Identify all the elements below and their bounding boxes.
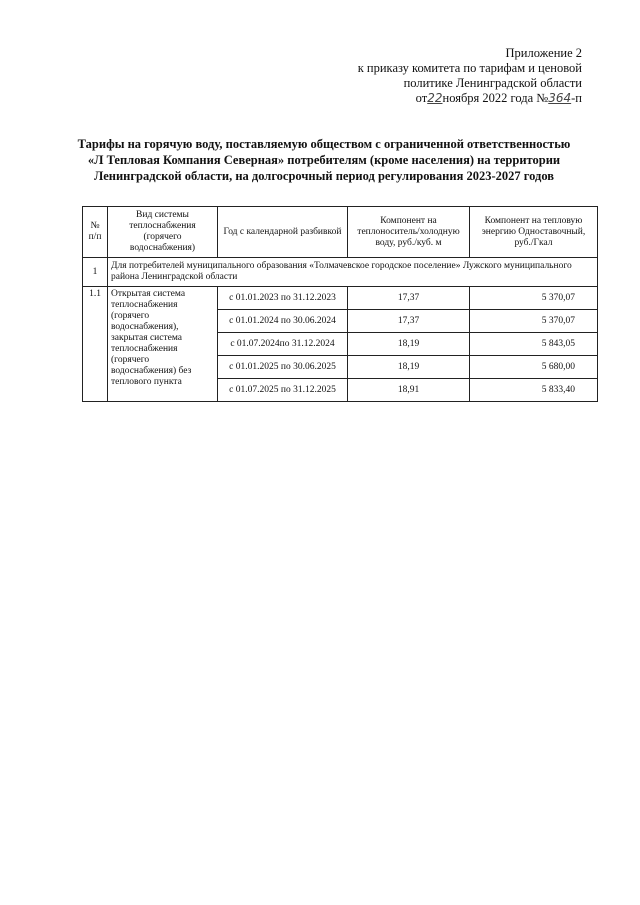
header-heat-component: Компонент на тепловую энергию Одноставочный, руб./Гкал [470, 207, 598, 258]
water-cell: 17,37 [348, 310, 470, 333]
heat-cell: 5 370,07 [470, 287, 598, 310]
appendix-date-line [330, 91, 582, 106]
date-prefix: от [415, 91, 428, 105]
table-group-row [83, 258, 598, 287]
document-title: Тарифы на горячую воду, поставляемую обществом с ограниченной ответственностью «Л Тепловая Компания Северная» потребителям (кроме населения) на территории Ленинградской области, на долгосрочный период регулирования 2023-2027 годов [77, 137, 571, 183]
table-row [83, 287, 598, 310]
appendix-order-line: к приказу комитета по тарифам и ценовой [357, 61, 582, 75]
period-cell: с 01.07.2024по 31.12.2024 [218, 333, 348, 356]
header-water-component: Компонент на теплоноситель/холодную воду, руб./куб. м [348, 207, 470, 258]
date-middle: ноября 2022 года № [442, 91, 549, 105]
appendix-title: Приложение 2 [505, 46, 582, 60]
water-cell: 18,91 [348, 379, 470, 402]
header-system: Вид системы теплоснабжения (горячего водоснабжения) [108, 207, 218, 258]
period-cell: с 01.01.2023 по 31.12.2023 [218, 287, 348, 310]
tariff-table [82, 206, 598, 402]
system-type: Открытая система теплоснабжения (горячего водоснабжения), закрытая система теплоснабжения (горячего водоснабжения) без теплового пункта [108, 287, 218, 402]
date-suffix: -п [571, 91, 582, 105]
handwritten-number: 364 [548, 91, 572, 105]
heat-cell: 5 833,40 [470, 379, 598, 402]
appendix-committee-line: политике Ленинградской области [403, 76, 582, 90]
sub-number: 1.1 [83, 287, 108, 402]
header-number: № п/п [83, 207, 108, 258]
period-cell: с 01.07.2025 по 31.12.2025 [218, 379, 348, 402]
heat-cell: 5 680,00 [470, 356, 598, 379]
water-cell: 17,37 [348, 287, 470, 310]
water-cell: 18,19 [348, 333, 470, 356]
header-period: Год с календарной разбивкой [218, 207, 348, 258]
period-cell: с 01.01.2025 по 30.06.2025 [218, 356, 348, 379]
appendix-block [330, 46, 582, 106]
water-cell: 18,19 [348, 356, 470, 379]
heat-cell: 5 370,07 [470, 310, 598, 333]
table-header-row [83, 207, 598, 258]
handwritten-day: 22 [427, 91, 443, 105]
heat-cell: 5 843,05 [470, 333, 598, 356]
period-cell: с 01.01.2024 по 30.06.2024 [218, 310, 348, 333]
group-number: 1 [83, 258, 108, 287]
group-description: Для потребителей муниципального образования «Толмачевское городское поселение» Лужского муниципального района Ленинградской области [108, 258, 598, 287]
